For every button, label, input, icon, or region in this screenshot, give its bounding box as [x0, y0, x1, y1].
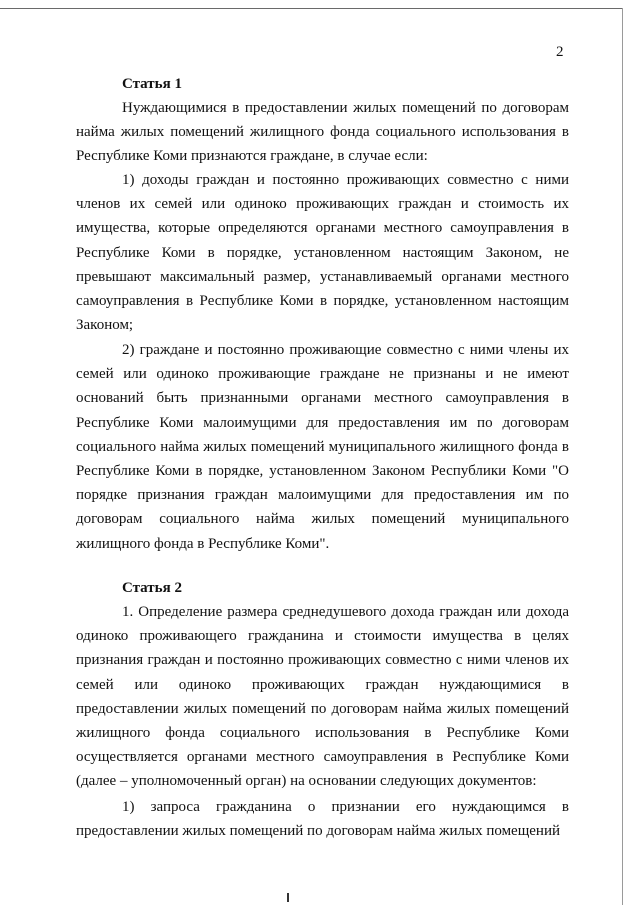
article-1-intro: Нуждающимися в предоставлении жилых помещений по договорам найма жилых помещений жилищного фонда социального использования в Республике Коми признаются граждане, в случае если:: [76, 100, 569, 165]
article-1-title: Статья 1: [122, 76, 182, 92]
article-2-item-1: 1. Определение размера среднедушевого дохода граждан или дохода одиноко проживающего гражданина и стоимости имущества в целях признания граждан и постоянно проживающих совместно с ними членов их семей или одиноко проживающих граждан нуждающимися в предоставлении жилых помещений по договорам найма жилых помещений жилищного фонда социального использования в Республике Коми осуществляется органами местного самоуправления в Республике Коми (далее – уполномоченный орган) на основании следующих документов:: [76, 604, 569, 790]
article-2-title: Статья 2: [122, 580, 182, 596]
scan-border-top: [0, 8, 622, 9]
scan-border-right: [622, 8, 623, 905]
article-2-subitem-1: 1) запроса гражданина о признании его нуждающимся в предоставлении жилых помещений по договорам найма жилых помещений: [76, 799, 569, 840]
article-1-item-1: 1) доходы граждан и постоянно проживающих совместно с ними членов их семей или одиноко проживающих граждан и стоимость их имущества, которые определяются органами местного самоуправления в Республике Коми в порядке, установленном настоящим Законом, не превышают максимальный размер, устанавливаемый органами местного самоуправления в Республике Коми в порядке, установленном настоящим Законом;: [76, 172, 569, 334]
scan-mark: [287, 893, 289, 902]
article-1-item-2: 2) граждане и постоянно проживающие совместно с ними члены их семей или одиноко проживающие граждане не признаны и не имеют оснований быть признанными органами местного самоуправления в Республике Коми малоимущими для предоставления им по договорам социального найма жилых помещений муниципального жилищного фонда в Республике Коми в порядке, установленном Законом Республики Коми "О порядке признания граждан малоимущими для предоставления им по договорам социального найма жилых помещений муниципального жилищного фонда в Республике Коми".: [76, 342, 569, 552]
page-number: 2: [556, 44, 564, 60]
